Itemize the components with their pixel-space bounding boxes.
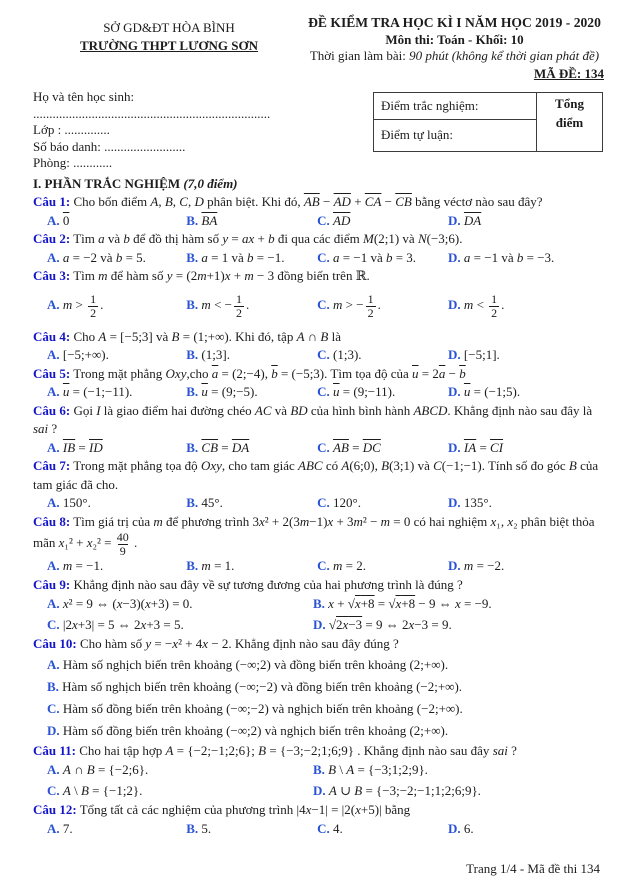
option-letter: B. <box>186 820 199 836</box>
question-text: Câu 4: Cho A = [−5;3] và B = (1;+∞). Khi đó, tập A ∩ B là <box>33 328 342 344</box>
answer-options <box>33 654 604 742</box>
mc-score-cell: Điểm trắc nghiệm: <box>374 93 537 120</box>
class-line: Lớp : .............. <box>33 122 110 137</box>
option-text: 5. <box>201 820 212 836</box>
answer-option <box>47 781 313 802</box>
option-letter: B. <box>47 678 59 694</box>
exam-duration: Thời gian làm bài: 90 phút (không kể thời gian phát đề) <box>309 48 600 63</box>
answer-option <box>448 249 604 268</box>
score-table <box>373 92 603 152</box>
question-text: Câu 11: Cho hai tập hợp A = {−2;−1;2;6}; B = {−3;−2;1;6;9} . Khẳng định nào sau đây sai ? <box>33 742 517 758</box>
option-letter: B. <box>186 495 199 510</box>
question-label: Câu 12: <box>33 802 77 818</box>
option-text: Hàm số nghịch biến trên khoảng (−∞;−2) và đồng biến trên khoảng (−2;+∞). <box>62 678 463 694</box>
answer-option <box>47 439 186 458</box>
option-letter: B. <box>186 384 199 399</box>
option-text: a = −1 và b = 3. <box>333 249 417 265</box>
answer-option <box>186 383 317 402</box>
answer-option <box>186 346 317 365</box>
answer-option <box>313 594 604 615</box>
option-letter: C. <box>47 782 60 798</box>
answer-option <box>47 698 604 720</box>
option-text: Hàm số đồng biến trên khoảng (−∞;−2) và nghịch biến trên khoảng (−2;+∞). <box>62 700 463 716</box>
option-letter: A. <box>47 347 60 362</box>
answer-option <box>448 293 604 319</box>
option-text: m > $\frac{1}{2}$ . <box>62 292 104 320</box>
question-label: Câu 2: <box>33 231 71 246</box>
option-letter: C. <box>317 212 330 228</box>
option-text: A ∪ B = {−3;−2;−1;1;2;6;9}. <box>328 782 481 798</box>
option-text: $\overline{u}$ = (9;−5). <box>201 384 258 399</box>
answer-options <box>33 594 604 635</box>
option-letter: A. <box>47 495 60 510</box>
answer-option <box>317 383 448 402</box>
question-text: Câu 1: Cho bốn điểm A, B, C, D phân biệt. Khi đó, $\overline{AB} - \overline{AD} + \overline{CA} - \overline{CB}$ bằng véctơ nào sau đây? <box>33 194 543 209</box>
answer-options <box>33 286 604 328</box>
answer-option <box>448 346 604 365</box>
answer-option <box>186 820 317 839</box>
option-letter: B. <box>186 297 199 313</box>
option-text: 0 <box>62 212 70 228</box>
option-letter: C. <box>317 347 330 362</box>
option-letter: D. <box>448 820 461 836</box>
question <box>33 635 604 742</box>
option-text: a = −2 và b = 5. <box>62 249 146 265</box>
option-text: |2x+3| = 5 ⇔ 2x+3 = 5. <box>62 616 184 632</box>
question-text: Câu 3: Tìm m để hàm số y = (2m+1)x + m − 3 đồng biến trên ℝ. <box>33 268 370 283</box>
answer-option <box>313 760 604 781</box>
question <box>33 267 604 328</box>
option-text: $\overline{u}$ = (−1;−11). <box>62 384 133 399</box>
department-name: SỞ GD&ĐT HÒA BÌNH <box>103 20 235 35</box>
question <box>33 801 604 838</box>
option-text: 4. <box>333 820 343 836</box>
option-text: m = −1. <box>62 558 104 574</box>
question-text: Câu 5: Trong mặt phẳng Oxy,cho $\overline{a}$ = (2;−4), $\overline{b}$ = (−5;3). Tìm tọa độ của $\overline{u} = 2\overline{a} - \overline{b}$ <box>33 365 466 381</box>
answer-options <box>33 383 604 402</box>
answer-options <box>33 249 604 268</box>
option-letter: D. <box>448 249 461 265</box>
option-letter: C. <box>47 616 60 632</box>
option-letter: A. <box>47 439 60 455</box>
answer-option <box>448 383 604 402</box>
option-text: (1;3]. <box>201 347 230 362</box>
option-letter: D. <box>448 558 461 574</box>
answer-option <box>47 676 604 698</box>
option-text: $\overline{IA} = \overline{CI}$ <box>463 439 504 455</box>
room-line: Phòng: ............ <box>33 155 113 170</box>
question <box>33 457 604 513</box>
exam-title: ĐỀ KIỂM TRA HỌC KÌ I NĂM HỌC 2019 - 2020 <box>308 15 601 30</box>
option-text: a = 1 và b = −1. <box>201 249 285 265</box>
option-text: m > − $\frac{1}{2}$ . <box>333 292 381 320</box>
option-text: m = 2. <box>333 558 367 574</box>
exam-code: MÃ ĐỀ: 134 <box>533 65 604 81</box>
option-text: $\overline{AD}$ <box>333 212 351 228</box>
answer-options <box>33 820 604 839</box>
answer-option <box>448 494 604 513</box>
option-letter: A. <box>47 596 60 612</box>
option-letter: A. <box>47 297 60 313</box>
question-text: Câu 9: Khẳng định nào sau đây về sự tương đương của hai phương trình là đúng ? <box>33 576 463 592</box>
option-text: a = −1 và b = −3. <box>463 249 555 265</box>
question-label: Câu 11: <box>33 742 76 758</box>
option-text: m < − $\frac{1}{2}$ . <box>201 292 250 320</box>
option-letter: B. <box>186 558 199 574</box>
section-heading: I. PHẦN TRẮC NGHIỆM (7,0 điểm) <box>33 175 238 191</box>
option-letter: D. <box>448 347 461 362</box>
question-label: Câu 7: <box>33 458 71 473</box>
option-text: $\overline{IB} = \overline{ID}$ <box>62 439 103 455</box>
answer-options <box>33 760 604 801</box>
question <box>33 742 604 802</box>
question-label: Câu 3: <box>33 268 71 283</box>
option-text: A ∩ B = {−2;6}. <box>62 762 149 778</box>
option-letter: C. <box>317 297 330 313</box>
essay-score-cell: Điểm tự luận: <box>374 120 537 152</box>
option-text: Hàm số nghịch biến trên khoảng (−∞;2) và đồng biến trên khoảng (2;+∞). <box>62 656 449 672</box>
answer-options <box>33 212 604 231</box>
question-text: Câu 7: Trong mặt phẳng tọa độ Oxy, cho tam giác ABC có A(6;0), B(3;1) và C(−1;−1). Tính số đo góc B của tam giác đã cho. <box>33 458 599 492</box>
option-letter: D. <box>313 782 326 798</box>
answer-option <box>186 439 317 458</box>
answer-option <box>448 439 604 458</box>
option-text: 7. <box>62 820 73 836</box>
answer-option <box>317 346 448 365</box>
option-letter: C. <box>47 700 60 716</box>
option-text: x² = 9 ⇔ (x−3)(x+3) = 0. <box>62 596 193 612</box>
option-letter: D. <box>448 212 461 228</box>
option-text: m = 1. <box>201 558 235 574</box>
answer-option <box>317 249 448 268</box>
option-text: Hàm số đồng biến trên khoảng (−∞;2) và nghịch biến trên khoảng (2;+∞). <box>62 722 449 738</box>
answer-option <box>47 249 186 268</box>
answer-option <box>47 654 604 676</box>
option-letter: D. <box>448 495 461 510</box>
option-letter: C. <box>317 495 330 510</box>
question-label: Câu 5: <box>33 365 71 381</box>
questions <box>33 193 604 838</box>
option-text: √2x−3 = 9 ⇔ 2x−3 = 9. <box>328 616 452 632</box>
option-text: 45°. <box>201 495 223 510</box>
option-text: [−5;+∞). <box>62 347 109 362</box>
answer-option <box>47 760 313 781</box>
option-letter: D. <box>47 722 60 738</box>
question-label: Câu 10: <box>33 636 77 652</box>
option-letter: A. <box>47 820 60 836</box>
question <box>33 402 604 458</box>
option-text: 120°. <box>333 495 361 510</box>
question-label: Câu 8: <box>33 513 71 529</box>
header-right-block <box>305 15 604 82</box>
question-text: Câu 8: Tìm giá trị của m để phương trình 3x² + 2(3m−1)x + 3m² − m = 0 có hai nghiệm x₁, x₂ phân biệt thỏa mãn x₁² + x₂² = $\frac{40}{9}$ . <box>33 513 595 558</box>
answer-option <box>186 494 317 513</box>
answer-option <box>47 212 186 231</box>
question-label: Câu 9: <box>33 576 71 592</box>
option-text: $\overline{BA}$ <box>201 212 218 228</box>
option-text: $\overline{u}$ = (9;−11). <box>333 384 396 399</box>
answer-option <box>317 439 448 458</box>
page-footer: Trang 1/4 - Mã đề thi 134 <box>466 860 600 876</box>
option-letter: B. <box>186 249 199 265</box>
option-text: m = −2. <box>463 558 505 574</box>
exam-header <box>33 15 604 82</box>
question-text: Câu 2: Tìm a và b để đồ thị hàm số y = ax + b đi qua các điểm M(2;1) và N(−3;6). <box>33 231 463 246</box>
answer-option <box>186 557 317 576</box>
question-label: Câu 1: <box>33 194 71 209</box>
option-letter: D. <box>448 439 461 455</box>
answer-option <box>47 494 186 513</box>
option-text: $\overline{DA}$ <box>463 212 482 228</box>
answer-option <box>47 720 604 742</box>
total-score-cell: Tổng điểm <box>537 93 603 152</box>
option-text: x + √x+8 = √x+8 − 9 ⇔ x = −9. <box>328 596 492 612</box>
option-text: 135°. <box>463 495 492 510</box>
option-text: $\overline{CB} = \overline{DA}$ <box>201 439 250 455</box>
option-letter: C. <box>317 249 330 265</box>
answer-option <box>313 781 604 802</box>
answer-option <box>47 594 313 615</box>
option-text: B \ A = {−3;1;2;9}. <box>328 762 428 778</box>
option-letter: A. <box>47 762 60 778</box>
header-left-block <box>33 15 305 82</box>
answer-option <box>47 346 186 365</box>
option-text: $\overline{AB} = \overline{DC}$ <box>333 439 381 455</box>
answer-options <box>33 494 604 513</box>
option-text: [−5;1]. <box>463 347 500 362</box>
answer-options <box>33 439 604 458</box>
question <box>33 193 604 230</box>
option-letter: A. <box>47 212 60 228</box>
question-text: Câu 12: Tổng tất cả các nghiệm của phương trình |4x−1| = |2(x+5)| bằng <box>33 802 411 818</box>
option-letter: B. <box>186 347 199 362</box>
option-text: $\overline{u}$ = (−1;5). <box>463 384 521 399</box>
question <box>33 230 604 267</box>
answer-option <box>186 212 317 231</box>
option-letter: C. <box>317 820 330 836</box>
option-text: 150°. <box>62 495 91 510</box>
option-letter: A. <box>47 384 60 399</box>
info-row <box>33 89 604 172</box>
option-letter: B. <box>186 212 199 228</box>
option-letter: B. <box>313 762 325 778</box>
option-letter: D. <box>313 616 326 632</box>
school-name: TRƯỜNG THPT LƯƠNG SƠN <box>79 38 259 53</box>
answer-options <box>33 346 604 365</box>
answer-option <box>186 293 317 319</box>
option-letter: D. <box>448 384 461 399</box>
answer-option <box>448 557 604 576</box>
answer-option <box>47 615 313 636</box>
option-letter: C. <box>317 439 330 455</box>
option-text: (1;3). <box>333 347 362 362</box>
question <box>33 365 604 402</box>
candidate-number-line: Số báo danh: ......................... <box>33 138 186 154</box>
option-letter: B. <box>313 596 325 612</box>
option-letter: C. <box>317 558 330 574</box>
question-text: Câu 6: Gọi I là giao điểm hai đường chéo AC và BD của hình bình hành ABCD. Khẳng định nào sau đây là sai ? <box>33 402 593 436</box>
answer-options <box>33 557 604 576</box>
option-text: 6. <box>463 820 474 836</box>
answer-option <box>47 820 186 839</box>
question <box>33 513 604 576</box>
student-info-block <box>33 89 373 172</box>
option-letter: A. <box>47 656 60 672</box>
answer-option <box>317 557 448 576</box>
question <box>33 328 604 365</box>
option-letter: D. <box>448 297 461 313</box>
exam-code-line <box>305 66 604 83</box>
option-letter: A. <box>47 558 60 574</box>
answer-option <box>47 293 186 319</box>
exam-subject: Môn thi: Toán - Khối: 10 <box>385 31 524 47</box>
option-letter: C. <box>317 384 330 399</box>
student-name-line: Họ và tên học sinh: ......................................................................... <box>33 89 271 121</box>
answer-option <box>448 820 604 839</box>
answer-option <box>317 820 448 839</box>
answer-option <box>47 557 186 576</box>
option-letter: A. <box>47 249 60 265</box>
answer-option <box>47 383 186 402</box>
question-label: Câu 4: <box>33 328 71 344</box>
question <box>33 576 604 636</box>
answer-option <box>317 494 448 513</box>
answer-option <box>317 212 448 231</box>
question-label: Câu 6: <box>33 402 71 418</box>
answer-option <box>313 615 604 636</box>
option-text: A \ B = {−1;2}. <box>62 782 143 798</box>
answer-option <box>186 249 317 268</box>
option-text: m < $\frac{1}{2}$ . <box>463 292 505 320</box>
option-letter: B. <box>186 439 199 455</box>
question-text: Câu 10: Cho hàm số y = −x² + 4x − 2. Khẳng định nào sau đây đúng ? <box>33 636 399 652</box>
answer-option <box>448 212 604 231</box>
answer-option <box>317 293 448 319</box>
